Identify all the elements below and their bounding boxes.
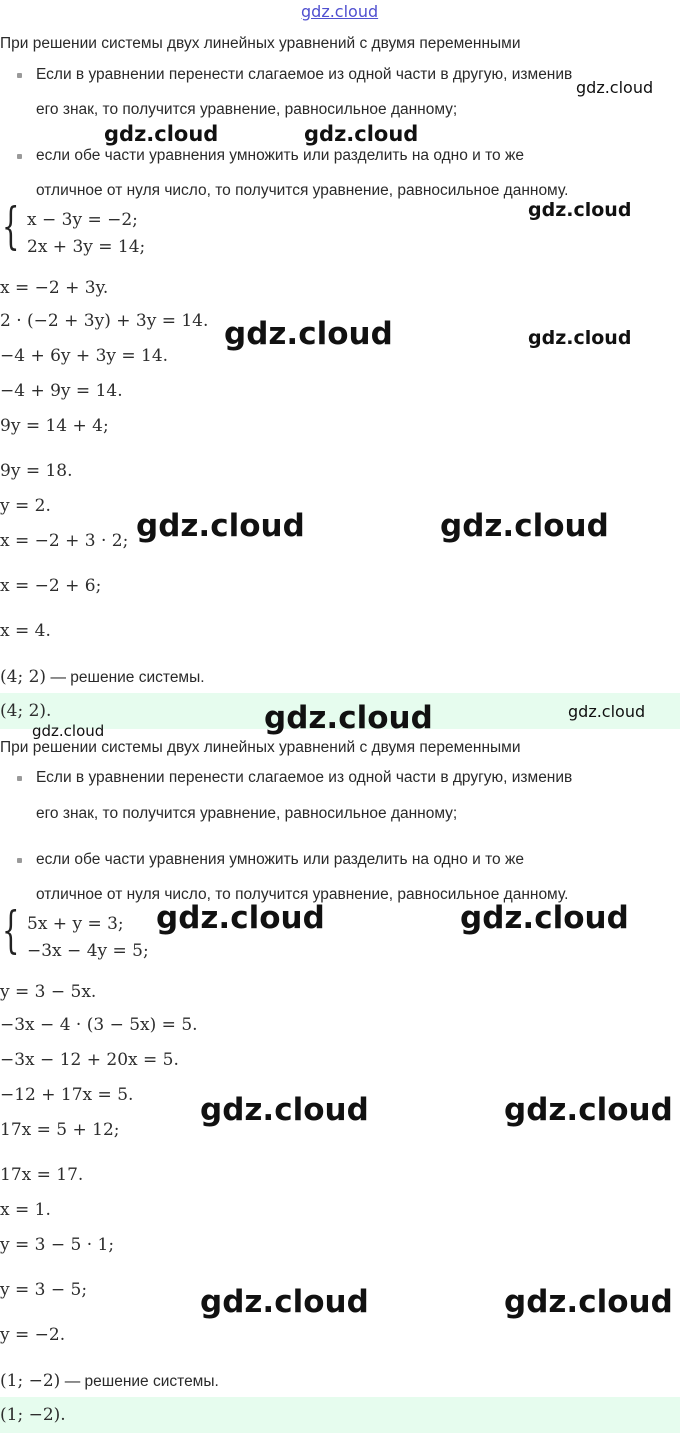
section1-system-eq1: x − 3y = −2; (27, 210, 138, 230)
section1-step: 9y = 14 + 4; (0, 416, 109, 436)
section2-step: 17x = 17. (0, 1165, 84, 1185)
watermark: gdz.cloud (528, 199, 632, 221)
watermark: gdz.cloud (568, 702, 646, 721)
bullet-icon (17, 858, 22, 863)
section1-rule1-line1: Если в уравнении перенести слагаемое из одной части в другую, изменив (36, 66, 573, 83)
section2-step: −12 + 17x = 5. (0, 1085, 134, 1105)
bullet-icon (17, 776, 22, 781)
section2-step: −3x − 12 + 20x = 5. (0, 1050, 179, 1070)
watermark: gdz.cloud (224, 316, 393, 352)
section1-step: y = 2. (0, 496, 51, 516)
system-brace: { (2, 197, 20, 255)
section1-step: −4 + 6y + 3y = 14. (0, 346, 169, 366)
section1-step: 2 · (−2 + 3y) + 3y = 14. (0, 311, 209, 331)
section1-solution-pair: (4; 2) (0, 667, 47, 687)
watermark: gdz.cloud (156, 900, 325, 936)
watermark: gdz.cloud (136, 508, 305, 544)
section1-system-eq2: 2x + 3y = 14; (27, 237, 146, 257)
watermark: gdz.cloud (504, 1092, 673, 1128)
section1-step: 9y = 18. (0, 461, 73, 481)
watermark: gdz.cloud (528, 327, 632, 349)
section1-step: x = 4. (0, 621, 51, 641)
section1-rule2-line2: отличное от нуля число, то получится уравнение, равносильное данному. (36, 182, 569, 199)
section1-step: x = −2 + 3y. (0, 278, 109, 298)
section2-answer-box (0, 1397, 680, 1433)
bullet-icon (17, 73, 22, 78)
section2-step: 17x = 5 + 12; (0, 1120, 120, 1140)
section2-rule1-line1: Если в уравнении перенести слагаемое из одной части в другую, изменив (36, 769, 573, 786)
section1-step: x = −2 + 6; (0, 576, 102, 596)
watermark: gdz.cloud (264, 700, 433, 736)
section1-rule2-line1: если обе части уравнения умножить или разделить на одно и то же (36, 147, 524, 164)
section1-solution-line (0, 666, 205, 688)
section2-rule2-line1: если обе части уравнения умножить или разделить на одно и то же (36, 851, 524, 868)
section1-intro: При решении системы двух линейных уравнений с двумя переменными (0, 35, 521, 52)
watermark: gdz.cloud (200, 1092, 369, 1128)
top-site-link[interactable]: gdz.cloud (301, 2, 379, 21)
section2-step: y = 3 − 5 · 1; (0, 1235, 115, 1255)
system-brace: { (2, 901, 20, 959)
section2-step: y = 3 − 5x. (0, 982, 97, 1002)
section2-step: y = 3 − 5; (0, 1280, 88, 1300)
section2-solution-text: — решение системы. (64, 1373, 219, 1390)
section1-answer: (4; 2). (0, 701, 52, 721)
section1-step: −4 + 9y = 14. (0, 381, 123, 401)
watermark: gdz.cloud (304, 122, 419, 146)
section1-rule1-line2: его знак, то получится уравнение, равносильное данному; (36, 101, 458, 118)
section2-system-eq1: 5x + y = 3; (27, 914, 124, 934)
section2-solution-pair: (1; −2) (0, 1371, 61, 1391)
watermark: gdz.cloud (200, 1284, 369, 1320)
section2-system-eq2: −3x − 4y = 5; (27, 941, 149, 961)
section2-step: y = −2. (0, 1325, 66, 1345)
watermark: gdz.cloud (460, 900, 629, 936)
bullet-icon (17, 154, 22, 159)
section2-rule1-line2: его знак, то получится уравнение, равносильное данному; (36, 805, 458, 822)
watermark: gdz.cloud (504, 1284, 673, 1320)
section2-step: −3x − 4 · (3 − 5x) = 5. (0, 1015, 198, 1035)
section2-intro: При решении системы двух линейных уравнений с двумя переменными (0, 739, 521, 756)
section2-solution-line (0, 1370, 219, 1392)
section2-step: x = 1. (0, 1200, 51, 1220)
section2-rule2-line2: отличное от нуля число, то получится уравнение, равносильное данному. (36, 886, 569, 903)
section1-solution-text: — решение системы. (50, 669, 205, 686)
watermark: gdz.cloud (440, 508, 609, 544)
section2-answer: (1; −2). (0, 1405, 66, 1425)
watermark: gdz.cloud (32, 722, 105, 740)
section1-step: x = −2 + 3 · 2; (0, 531, 129, 551)
watermark: gdz.cloud (576, 78, 654, 97)
watermark: gdz.cloud (104, 122, 219, 146)
